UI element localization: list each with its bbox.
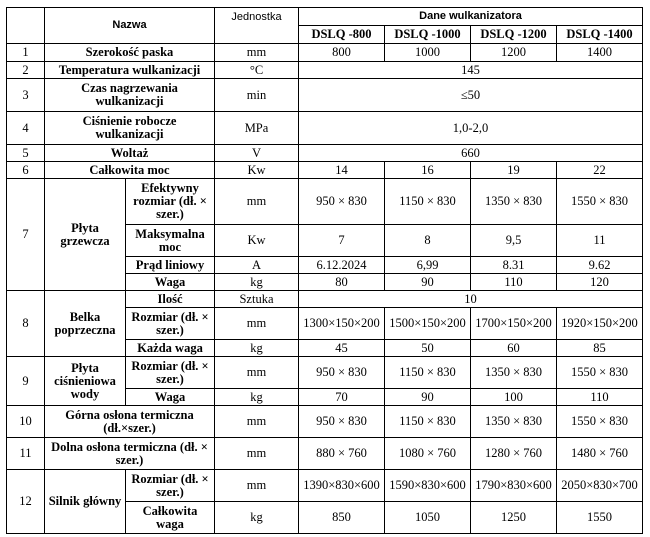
unit-cell: min xyxy=(215,79,299,112)
table-row xyxy=(7,357,643,389)
table-row xyxy=(7,291,643,308)
value-cell: 1,0-2,0 xyxy=(299,112,643,145)
model-header: DSLQ -1200 xyxy=(471,26,557,44)
value-cell: 1000 xyxy=(385,44,471,62)
value-cell: 9.62 xyxy=(557,257,643,274)
value-cell: 19 xyxy=(471,162,557,179)
row-number: 12 xyxy=(7,470,45,534)
value-cell: 14 xyxy=(299,162,385,179)
value-cell: ≤50 xyxy=(299,79,643,112)
sub-param-name: Waga xyxy=(126,274,215,291)
value-cell: 1150 × 830 xyxy=(385,357,471,389)
group-name: Płyta ciśnieniowa wody xyxy=(45,357,126,406)
table-row xyxy=(7,145,643,162)
value-cell: 100 xyxy=(471,389,557,406)
model-header: DSLQ -1400 xyxy=(557,26,643,44)
sub-param-name: Całkowita waga xyxy=(126,502,215,534)
header-group: Dane wulkanizatora xyxy=(299,8,643,26)
param-name: Szerokość paska xyxy=(45,44,215,62)
value-cell: 1300×150×200 xyxy=(299,308,385,340)
table-row xyxy=(7,79,643,112)
group-name: Belka poprzeczna xyxy=(45,291,126,357)
row-number: 6 xyxy=(7,162,45,179)
param-name: Temperatura wulkanizacji xyxy=(45,62,215,79)
value-cell: 7 xyxy=(299,225,385,257)
value-cell: 90 xyxy=(385,389,471,406)
row-number: 7 xyxy=(7,179,45,291)
value-cell: 6,99 xyxy=(385,257,471,274)
value-cell: 1250 xyxy=(471,502,557,534)
row-number: 10 xyxy=(7,406,45,438)
value-cell: 1350 × 830 xyxy=(471,357,557,389)
table-row xyxy=(7,112,643,145)
sub-param-name: Rozmiar (dł. × szer.) xyxy=(126,308,215,340)
sub-param-name: Prąd liniowy xyxy=(126,257,215,274)
param-name: Woltaż xyxy=(45,145,215,162)
value-cell: 1590×830×600 xyxy=(385,470,471,502)
header-cell-blank xyxy=(7,8,45,44)
value-cell: 950 × 830 xyxy=(299,179,385,225)
value-cell: 1080 × 760 xyxy=(385,438,471,470)
value-cell: 145 xyxy=(299,62,643,79)
param-name: Całkowita moc xyxy=(45,162,215,179)
value-cell: 1920×150×200 xyxy=(557,308,643,340)
table-row xyxy=(7,438,643,470)
model-header: DSLQ -800 xyxy=(299,26,385,44)
unit-cell: MPa xyxy=(215,112,299,145)
unit-cell: mm xyxy=(215,438,299,470)
value-cell: 8.31 xyxy=(471,257,557,274)
param-name: Ciśnienie robocze wulkanizacji xyxy=(45,112,215,145)
table-row xyxy=(7,62,643,79)
row-number: 1 xyxy=(7,44,45,62)
unit-cell: mm xyxy=(215,406,299,438)
table-row xyxy=(7,162,643,179)
sub-param-name: Maksymalna moc xyxy=(126,225,215,257)
table-row xyxy=(7,470,643,502)
unit-cell: A xyxy=(215,257,299,274)
value-cell: 10 xyxy=(299,291,643,308)
value-cell: 1280 × 760 xyxy=(471,438,557,470)
value-cell: 850 xyxy=(299,502,385,534)
row-number: 5 xyxy=(7,145,45,162)
value-cell: 8 xyxy=(385,225,471,257)
value-cell: 50 xyxy=(385,340,471,357)
unit-cell: mm xyxy=(215,308,299,340)
value-cell: 22 xyxy=(557,162,643,179)
value-cell: 800 xyxy=(299,44,385,62)
row-number: 9 xyxy=(7,357,45,406)
value-cell: 60 xyxy=(471,340,557,357)
value-cell: 80 xyxy=(299,274,385,291)
row-number: 11 xyxy=(7,438,45,470)
unit-cell: kg xyxy=(215,274,299,291)
unit-cell: mm xyxy=(215,44,299,62)
sub-param-name: Rozmiar (dł. × szer.) xyxy=(126,357,215,389)
value-cell: 1350 × 830 xyxy=(471,406,557,438)
value-cell: 1500×150×200 xyxy=(385,308,471,340)
unit-cell: kg xyxy=(215,340,299,357)
value-cell: 1550 × 830 xyxy=(557,179,643,225)
row-number: 4 xyxy=(7,112,45,145)
specification-table xyxy=(6,7,643,534)
value-cell: 1150 × 830 xyxy=(385,406,471,438)
sub-param-name: Efektywny rozmiar (dł. × szer.) xyxy=(126,179,215,225)
sub-param-name: Ilość xyxy=(126,291,215,308)
unit-cell: °C xyxy=(215,62,299,79)
value-cell: 45 xyxy=(299,340,385,357)
header-name: Nazwa xyxy=(45,8,215,44)
unit-cell: Sztuka xyxy=(215,291,299,308)
unit-cell: Kw xyxy=(215,162,299,179)
value-cell: 6.12.2024 xyxy=(299,257,385,274)
model-header: DSLQ -1000 xyxy=(385,26,471,44)
param-name: Górna osłona termiczna (dł.×szer.) xyxy=(45,406,215,438)
value-cell: 1480 × 760 xyxy=(557,438,643,470)
value-cell: 1200 xyxy=(471,44,557,62)
unit-cell: kg xyxy=(215,389,299,406)
row-number: 2 xyxy=(7,62,45,79)
value-cell: 950 × 830 xyxy=(299,357,385,389)
unit-cell: mm xyxy=(215,357,299,389)
value-cell: 1350 × 830 xyxy=(471,179,557,225)
value-cell: 85 xyxy=(557,340,643,357)
value-cell: 1550 × 830 xyxy=(557,357,643,389)
value-cell: 110 xyxy=(557,389,643,406)
sub-param-name: Rozmiar (dł. × szer.) xyxy=(126,470,215,502)
unit-cell: kg xyxy=(215,502,299,534)
value-cell: 1150 × 830 xyxy=(385,179,471,225)
value-cell: 1550 xyxy=(557,502,643,534)
group-name: Silnik główny xyxy=(45,470,126,534)
value-cell: 660 xyxy=(299,145,643,162)
value-cell: 1390×830×600 xyxy=(299,470,385,502)
value-cell: 1050 xyxy=(385,502,471,534)
value-cell: 1700×150×200 xyxy=(471,308,557,340)
value-cell: 110 xyxy=(471,274,557,291)
value-cell: 2050×830×700 xyxy=(557,470,643,502)
param-name: Czas nagrzewania wulkanizacji xyxy=(45,79,215,112)
value-cell: 1400 xyxy=(557,44,643,62)
table-row xyxy=(7,406,643,438)
sub-param-name: Waga xyxy=(126,389,215,406)
value-cell: 1550 × 830 xyxy=(557,406,643,438)
unit-cell: Kw xyxy=(215,225,299,257)
row-number: 3 xyxy=(7,79,45,112)
param-name: Dolna osłona termiczna (dł. × szer.) xyxy=(45,438,215,470)
value-cell: 950 × 830 xyxy=(299,406,385,438)
value-cell: 9,5 xyxy=(471,225,557,257)
group-name: Płyta grzewcza xyxy=(45,179,126,291)
header-unit: Jednostka xyxy=(215,8,299,44)
value-cell: 120 xyxy=(557,274,643,291)
value-cell: 70 xyxy=(299,389,385,406)
value-cell: 11 xyxy=(557,225,643,257)
value-cell: 16 xyxy=(385,162,471,179)
unit-cell: mm xyxy=(215,179,299,225)
value-cell: 90 xyxy=(385,274,471,291)
row-number: 8 xyxy=(7,291,45,357)
table-row xyxy=(7,179,643,225)
sub-param-name: Każda waga xyxy=(126,340,215,357)
unit-cell: mm xyxy=(215,470,299,502)
value-cell: 880 × 760 xyxy=(299,438,385,470)
unit-cell: V xyxy=(215,145,299,162)
table-row xyxy=(7,44,643,62)
value-cell: 1790×830×600 xyxy=(471,470,557,502)
